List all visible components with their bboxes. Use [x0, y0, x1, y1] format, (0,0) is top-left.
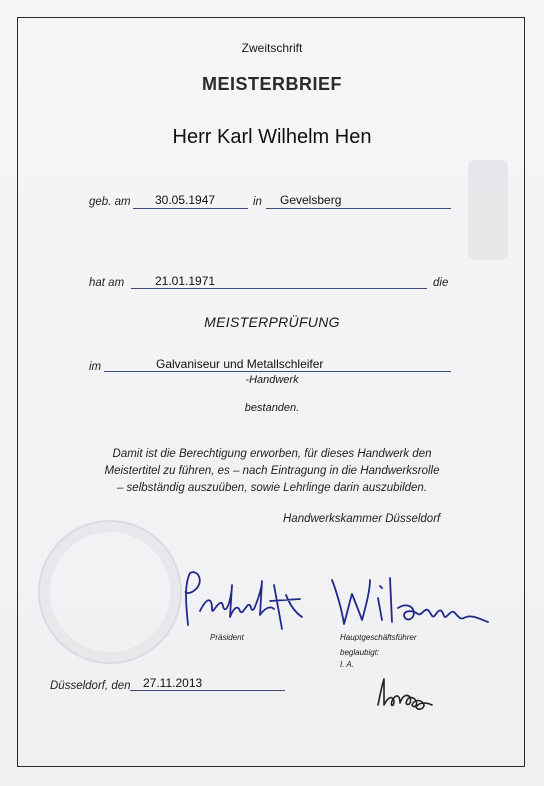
issuer: Handwerkskammer Düsseldorf	[283, 513, 441, 525]
ia-label: I. A.	[340, 660, 354, 669]
exam-date: 21.01.1971	[155, 274, 216, 288]
birth-place: Gevelsberg	[280, 193, 342, 207]
birth-date-line	[133, 208, 248, 209]
exam-result: bestanden.	[244, 402, 300, 414]
certifier-signature	[372, 675, 442, 715]
birth-prefix: geb. am	[89, 196, 131, 208]
certificate-title: MEISTERBRIEF	[201, 74, 342, 94]
embossed-seal	[38, 520, 182, 664]
holder-name: Herr Karl Wilhelm Hen	[172, 126, 372, 148]
embossed-mark	[468, 160, 508, 260]
copy-label: Zweitschrift	[241, 41, 303, 55]
exam-prefix: hat am	[89, 277, 125, 289]
trade-line	[104, 371, 451, 372]
issued-date: 27.11.2013	[143, 676, 203, 690]
statement-line-3: – selbständig auszuüben, sowie Lehrlinge darin auszubilden.	[116, 482, 428, 494]
exam-date-line	[131, 288, 427, 289]
manager-signature	[322, 570, 502, 635]
birth-date: 30.05.1947	[155, 193, 216, 207]
statement-line-2: Meistertitel zu führen, es – nach Eintragung in die Handwerksrolle	[104, 465, 440, 477]
birth-place-line	[266, 208, 451, 209]
president-signature	[178, 565, 313, 640]
certified-label: beglaubigt:	[340, 648, 380, 657]
president-label: Präsident	[210, 633, 244, 642]
issued-date-line	[130, 690, 285, 691]
birth-in-label: in	[253, 196, 262, 208]
statement-line-1: Damit ist die Berechtigung erworben, für dieses Handwerk den	[112, 448, 432, 460]
trade-prefix: im	[89, 361, 102, 373]
exam-title: MEISTERPRÜFUNG	[204, 314, 340, 330]
trade-name: Galvaniseur und Metallschleifer	[156, 357, 324, 371]
exam-suffix: die	[433, 277, 449, 289]
manager-label: Hauptgeschäftsführer	[340, 633, 417, 642]
issued-prefix: Düsseldorf, den	[50, 680, 131, 692]
trade-suffix: -Handwerk	[245, 374, 299, 386]
